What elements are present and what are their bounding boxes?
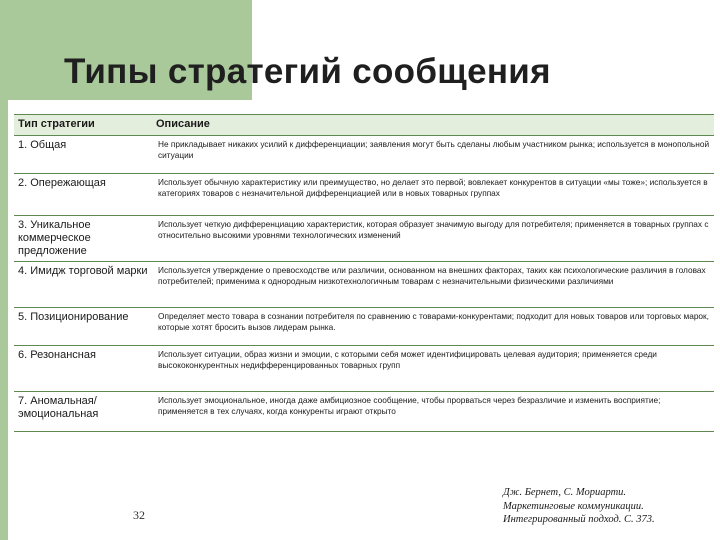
- strategy-type-cell: 6. Резонансная: [14, 346, 152, 392]
- strategy-type-cell: 2. Опережающая: [14, 174, 152, 216]
- strategy-description-cell: Не прикладывает никаких усилий к дифференциации; заявления могут быть сделаны любым участником рынка; используется в монопольной ситуации: [152, 136, 714, 174]
- table-row: [14, 174, 714, 216]
- page-number: 32: [133, 508, 145, 522]
- citation-line: Интегрированный подход. С. 373.: [503, 514, 655, 525]
- citation: [503, 486, 713, 527]
- slide-title: Типы стратегий сообщения: [64, 52, 551, 91]
- table-header-row: [14, 115, 714, 136]
- table-row: [14, 392, 714, 432]
- strategy-description-cell: Используется утверждение о превосходстве или различии, основанном на внешних факторах, таких как психологические различия в головах потребителей; применима к однородным низкотехнологичным товарам с незначительными физическими различиями: [152, 262, 714, 308]
- strategy-type-cell: 4. Имидж торговой марки: [14, 262, 152, 308]
- strategy-description-cell: Использует четкую дифференциацию характеристик, которая образует значимую выгоду для потребителя; применяется в товарных группах с относительно высокими уровнями технологических изменений: [152, 216, 714, 262]
- column-header-type: Тип стратегии: [14, 115, 152, 136]
- table-row: [14, 308, 714, 346]
- strategy-description-cell: Использует обычную характеристику или преимущество, но делает это первой; вовлекает конкурентов в ситуации «мы тоже»; используется в категориях товаров с незначительной дифференциацией или в новых товарных группах: [152, 174, 714, 216]
- strategy-type-cell: 5. Позиционирование: [14, 308, 152, 346]
- column-header-description: Описание: [152, 115, 714, 136]
- strategy-type-cell: 3. Уникальное коммерческое предложение: [14, 216, 152, 262]
- strategy-type-cell: 1. Общая: [14, 136, 152, 174]
- citation-line: Маркетинговые коммуникации.: [503, 500, 644, 512]
- table-row: [14, 262, 714, 308]
- table-row: [14, 346, 714, 392]
- strategy-type-cell: 7. Аномальная/ эмоциональная: [14, 392, 152, 432]
- decorative-green-bar: [0, 0, 8, 540]
- strategy-table: [14, 114, 714, 432]
- strategy-description-cell: Использует ситуации, образ жизни и эмоции, с которыми себя может идентифицировать целевая аудитория; применяется среди высококонкурентных недифференцированных товарных групп: [152, 346, 714, 392]
- table-row: [14, 216, 714, 262]
- strategy-description-cell: Определяет место товара в сознании потребителя по сравнению с товарами-конкурентами; подходит для новых товаров или торговых марок, которые хотят бросить вызов лидерам рынка.: [152, 308, 714, 346]
- table-row: [14, 136, 714, 174]
- citation-line: Дж. Бернет, С. Мориарти.: [503, 487, 627, 498]
- strategy-description-cell: Использует эмоциональное, иногда даже амбициозное сообщение, чтобы прорваться через безразличие и изменить восприятие; применяется в тех случаях, когда конкуренты играют открыто: [152, 392, 714, 432]
